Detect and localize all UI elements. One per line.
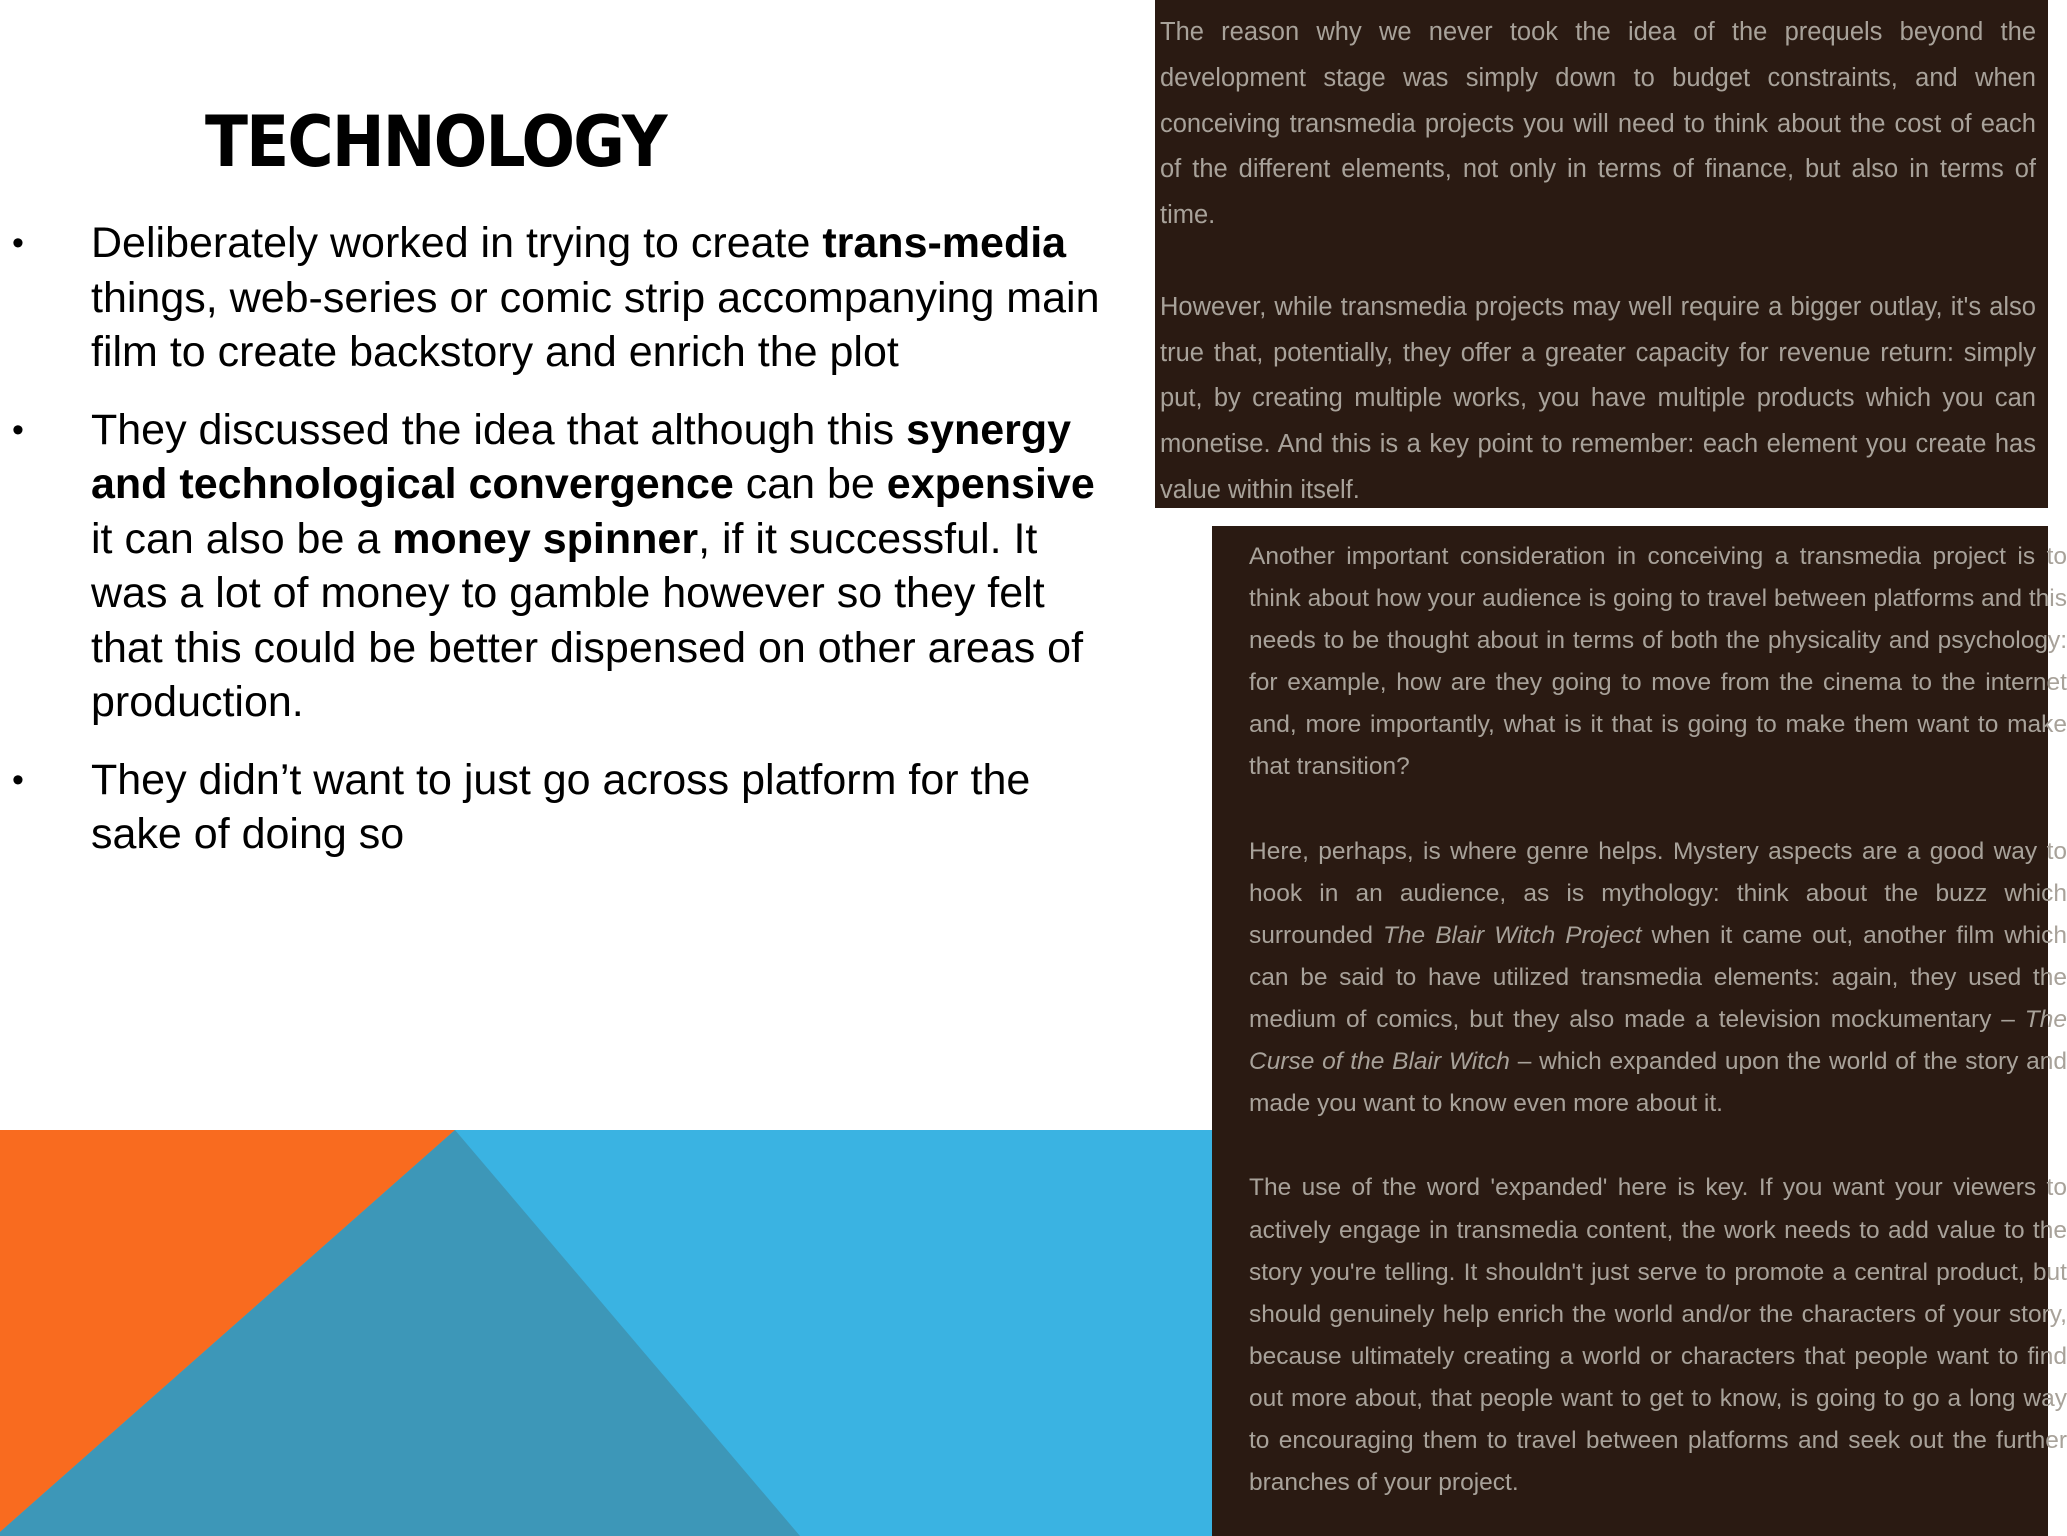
bullet-text [91, 219, 1100, 376]
bullet-text [91, 406, 1095, 727]
bullet-emphasis: synergy and technological convergence [91, 405, 1072, 508]
decorative-background-shapes [0, 1130, 1215, 1536]
bullet-run: , if it successful. It was a lot of money to gamble however so they felt that this could be better dispensed on other areas of production. [91, 514, 1084, 726]
excerpt-run: The reason why we never took the idea of the prequels beyond the development stage was simply down to budget constraints, and when conceiving transmedia projects you will need to think about the cost of each of the different elements, not only in terms of finance, but also in terms of time. [1160, 18, 2036, 230]
bullet-text [91, 756, 1030, 859]
bullet-run: can be [733, 460, 887, 508]
bullet-run: They didn’t want to just go across platform for the sake of doing so [91, 755, 1031, 858]
bullet-item [0, 753, 1100, 862]
bullet-run: things, web-series or comic strip accompanying main film to create backstory and enrich the plot [91, 273, 1100, 376]
excerpt-paragraph [1249, 536, 2067, 789]
excerpt-title-italic: The Blair Witch Project [1382, 921, 1642, 949]
bullet-item [0, 216, 1100, 380]
bullet-emphasis: expensive [886, 460, 1095, 508]
bullet-dot: • [12, 410, 24, 449]
excerpt-run: when it came out, another film which can be said to have utilized transmedia elements: again, they used the medium of comics, but they also made a television mockumentary – [1249, 921, 2067, 1034]
excerpt-image-bottom [1212, 526, 2067, 1536]
excerpt-paragraph [1249, 831, 2067, 1126]
bullet-item [0, 403, 1100, 730]
bullet-dot: • [12, 224, 24, 262]
bullet-list [0, 216, 1100, 885]
bullet-dot: • [12, 760, 24, 799]
excerpt-run: The use of the word 'expanded' here is key. If you want your viewers to actively engage in transmedia content, the work needs to add value to the story you're telling. It shouldn't just serve to promote a central product, but should genuinely help enrich the world and/or the characters of your story, because ultimately creating a world or characters that people want to find out more about, that people want to get to know, is going to go a long way to encouraging them to travel between platforms and seek out the further branches of your project. [1249, 1174, 2067, 1497]
bullet-emphasis: money spinner [392, 514, 699, 563]
excerpt-run: Another important consideration in conceiving a transmedia project is to think about how your audience is going to travel between platforms and this needs to be thought about in terms of both the physicality and psychology: for example, how are they going to move from the cinema to the internet and, more importantly, what is it that is going to make them want to make that transition? [1249, 543, 2067, 781]
excerpt-image-top [1155, 0, 2048, 508]
excerpt-run: However, while transmedia projects may well require a bigger outlay, it's also true that, potentially, they offer a greater capacity for revenue return: simply put, by creating multiple works, you have multiple products which you can monetise. And this is a key point to remember: each element you create has value within itself. [1160, 292, 2036, 504]
excerpt-run: – which expanded upon the world of the story and made you want to know even more about it. [1249, 1048, 2067, 1118]
bullet-run: Deliberately worked in trying to create [91, 219, 823, 267]
bullet-run: it can also be a [91, 514, 393, 563]
excerpt-paragraph [1160, 10, 2036, 239]
bullet-emphasis: trans-media [822, 219, 1067, 267]
excerpt-run: Here, perhaps, is where genre helps. Mystery aspects are a good way to hook in an audience, as is mythology: think about the buzz which surrounded [1249, 837, 2067, 949]
bullet-run: They discussed the idea that although this [91, 405, 907, 454]
excerpt-paragraph [1249, 1167, 2067, 1504]
excerpt-title-italic: The Curse of the Blair Witch [1249, 1006, 2067, 1076]
excerpt-paragraph [1160, 285, 2036, 514]
slide-title: TECHNOLOGY [205, 101, 666, 183]
